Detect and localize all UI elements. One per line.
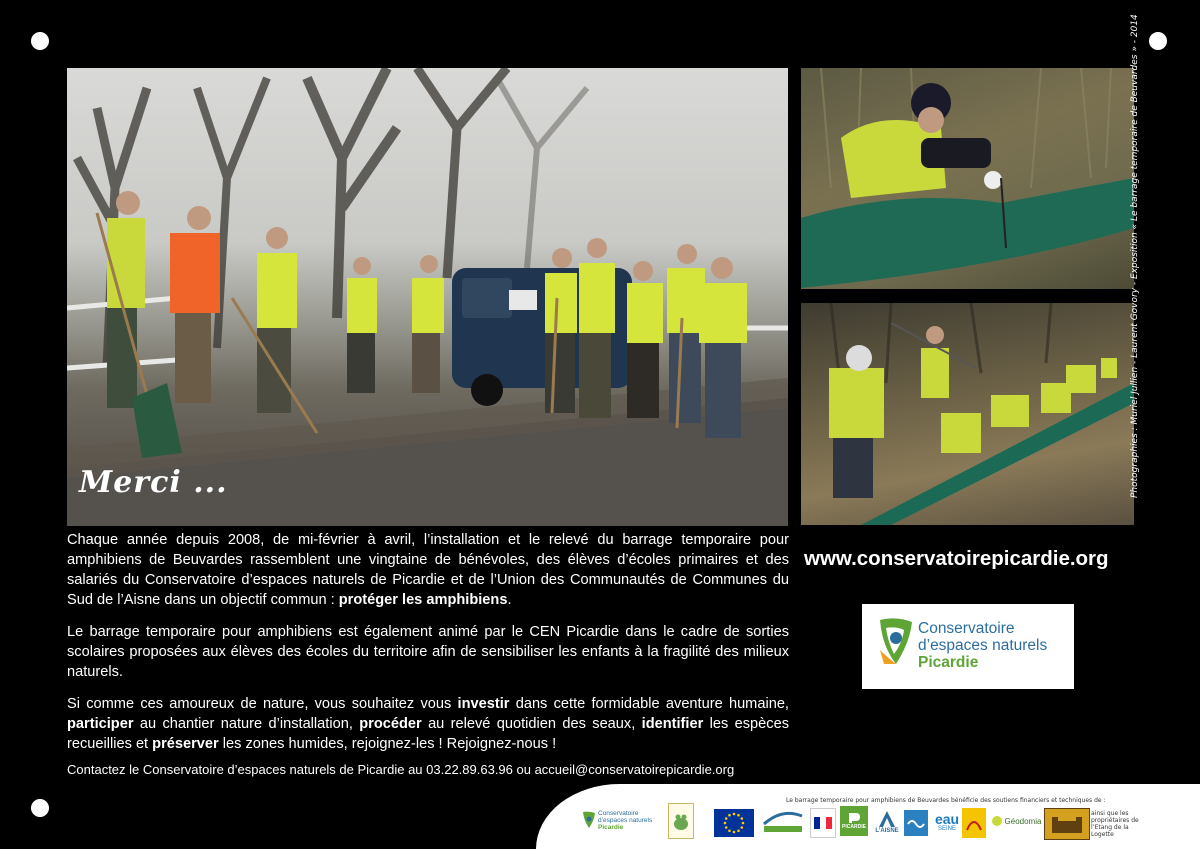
paragraph-1 — [67, 530, 789, 610]
paragraph-1-end: . — [507, 592, 512, 608]
logo-line-3: Picardie — [918, 654, 979, 671]
europe-engage-logo — [762, 806, 804, 836]
paragraph-3-highlight: identifier — [641, 716, 704, 732]
beuvardes-logo — [1044, 808, 1090, 840]
cen-picardie-logo — [862, 604, 1074, 689]
logo-line-1: Conservatoire — [918, 620, 1015, 637]
aisne-general-council-logo — [872, 806, 902, 838]
geodomia-globe-icon — [991, 815, 1003, 827]
paragraph-1-text: Chaque année depuis 2008, de mi-février à avril, l’installation et le relevé du barrage temporaire pour amphibiens de Beuvardes rassemblent une vingtaine de bénévoles, des élèves d’écoles primaires et des salariés du Conservatoire d’espaces naturels de Picardie et de l’Union des Communautés de Communes du Sud de l’Aisne dans un objectif commun : — [67, 532, 789, 608]
nature-partner-logo — [904, 810, 928, 836]
frog-icon — [672, 810, 690, 832]
photo-volunteer-installing-net — [801, 68, 1134, 289]
partners-note: Le barrage temporaire pour amphibiens de Beuvardes bénéficie des soutiens financiers et techniques de : — [786, 797, 1106, 804]
pays-sud-aisne-logo — [962, 808, 986, 838]
paragraph-1-highlight: protéger les amphibiens — [338, 592, 508, 608]
picardie-region-logo — [840, 806, 868, 836]
main-photo-illustration — [67, 68, 788, 526]
wave-icon — [907, 816, 925, 830]
geodomia-label: Géodomia — [1004, 816, 1042, 826]
corner-hole-bottom-left — [31, 799, 49, 817]
paragraph-3-text: Si comme ces amoureux de nature, vous souhaitez vous — [67, 696, 458, 712]
french-flag-icon — [814, 817, 832, 829]
seine-label: SEINE — [937, 825, 956, 832]
photo-credit: Photographies : Muriel Jullien - Laurent Govory - Exposition « Le barrage temporaire de Beuvardes » - 2014 — [1130, 14, 1140, 498]
cen-footer-line-3: Picardie — [598, 823, 624, 831]
partner-logo-green-label — [668, 803, 694, 839]
partners-footer — [536, 784, 1200, 849]
paragraph-3-highlight: préserver — [152, 736, 219, 752]
photo-bottom-illustration — [801, 303, 1134, 525]
paragraph-3-highlight: participer — [67, 716, 134, 732]
pays-icon — [965, 812, 983, 834]
paragraph-3-text: dans cette formidable aventure humaine, — [509, 696, 789, 712]
geodomia-logo — [990, 810, 1042, 832]
republique-francaise-logo — [810, 808, 836, 838]
aisne-label: L’AISNE — [875, 828, 899, 834]
main-photo-volunteers — [67, 68, 788, 526]
logo-line-2: d’espaces naturels — [918, 637, 1048, 654]
eau-label: eau — [934, 810, 960, 827]
website-url[interactable]: www.conservatoirepicardie.org — [804, 547, 1109, 570]
cen-footer-logo — [582, 806, 662, 834]
cen-logo-text — [918, 620, 1047, 671]
paragraph-2: Le barrage temporaire pour amphibiens est également animé par le CEN Picardie dans le cadre de sorties scolaires proposées aux élèves des écoles du territoire afin de sensibiliser les enfants à la fragilité des milieux naturels. — [67, 624, 789, 680]
paragraph-3-text: au chantier nature d’installation, — [133, 716, 360, 732]
cen-footer-leaf-icon — [582, 811, 596, 829]
cen-footer-line-1: Conservatoire — [598, 809, 639, 817]
picardie-label: PICARDIE — [842, 824, 866, 830]
picardie-p-icon — [847, 812, 861, 824]
paragraph-3-highlight: investir — [457, 696, 510, 712]
eu-flag-logo — [714, 809, 754, 837]
aisne-a-icon — [878, 810, 896, 828]
merci-caption: Merci ... — [79, 465, 228, 500]
body-text — [67, 530, 789, 766]
europe-engage-icon — [762, 806, 804, 836]
cen-leaf-icon — [876, 616, 916, 668]
paragraph-3-text: les zones humides, rejoignez-les ! Rejoignez-nous ! — [218, 736, 557, 752]
eu-stars-icon — [722, 811, 746, 835]
corner-hole-top-left — [31, 32, 49, 50]
paragraph-3-highlight: procéder — [359, 716, 422, 732]
corner-hole-top-right — [1149, 32, 1167, 50]
paragraph-3 — [67, 694, 789, 754]
cen-footer-line-2: d’espaces naturels — [598, 816, 653, 824]
photo-top-illustration — [801, 68, 1134, 289]
paragraph-3-text: les espèces recueillies et — [67, 716, 790, 752]
contact-line: Contactez le Conservatoire d’espaces naturels de Picardie au 03.22.89.63.96 ou accueil@conservatoirepicardie.org — [67, 762, 735, 777]
eau-seine-normandie-logo — [932, 806, 962, 838]
paragraph-3-text: au relevé quotidien des seaux, — [421, 716, 642, 732]
proprietaires-note: ainsi que les propriétaires de l’Etang de la Logette — [1091, 810, 1139, 838]
beuvardes-castle-icon — [1048, 813, 1086, 835]
photo-volunteers-along-barrier — [801, 303, 1134, 525]
